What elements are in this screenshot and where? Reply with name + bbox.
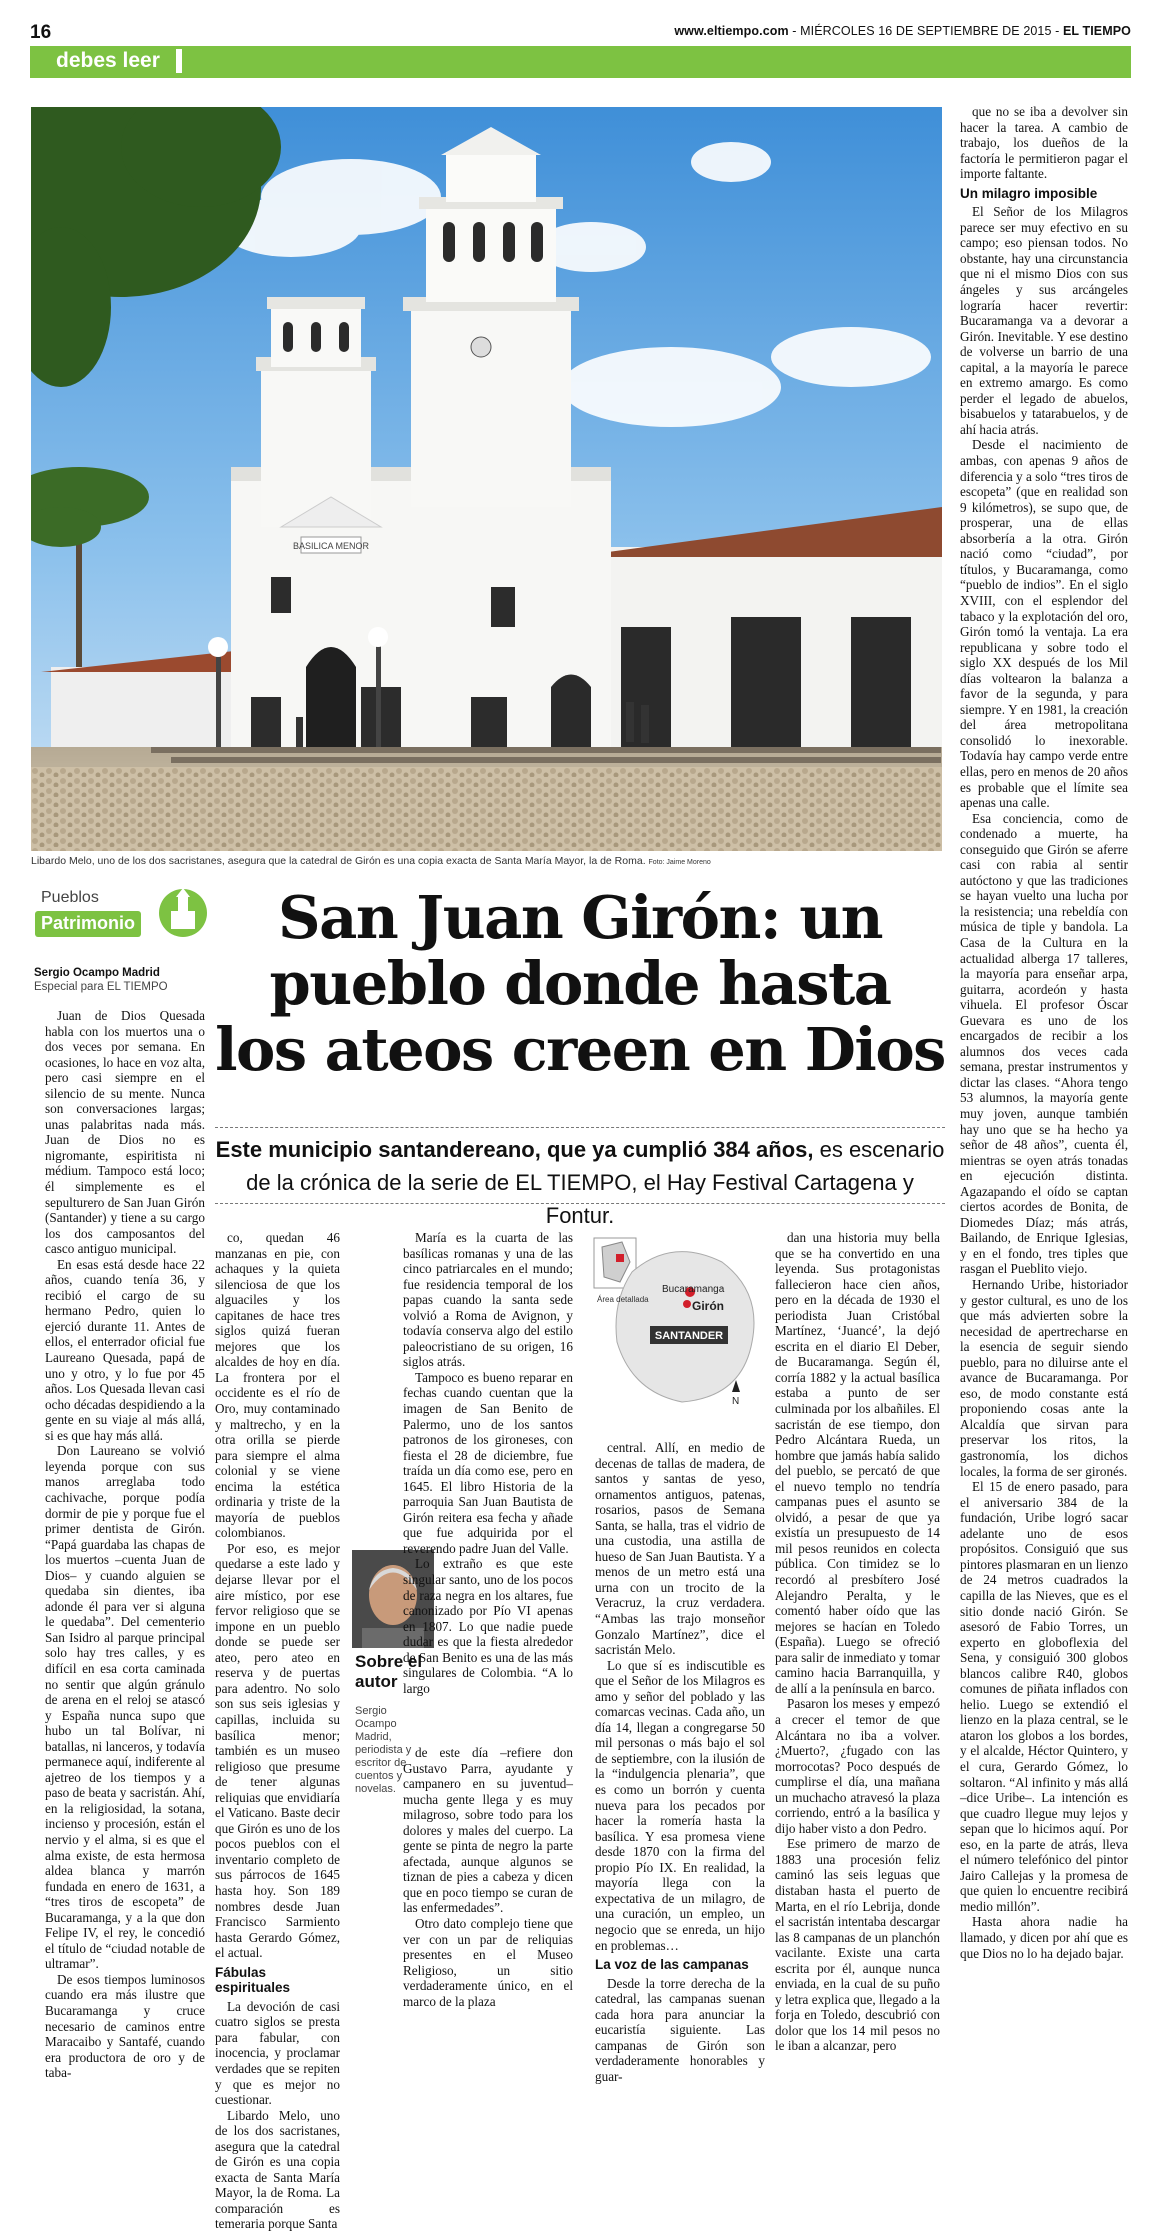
masthead: www.eltiempo.com - MIÉRCOLES 16 DE SEPTIEMBRE DE 2015 - EL TIEMPO	[674, 24, 1131, 38]
issue-date: MIÉRCOLES 16 DE SEPTIEMBRE DE 2015	[800, 24, 1052, 38]
paragraph: dan una historia muy bella que se ha convertido en una leyenda. Sus protagonistas fallecieron hace cien años, pero en la década de 1930 el periodista Juan Cristóbal Martínez, ‘Juancé’, la dejó escrita en el diario El Deber, de Bucaramanga. Según él, corría 1882 y la actual basílica estaba a punto de ser culminada por los albañiles. El sacristán de ese tiempo, don Pedro Alcántara Rueda, un hombre que jamás había salido del pueblo, se percató de que el nuevo templo no tendría campanas pues el asunto se olvidó, a pesar de que ya existía un presupuesto de 14 mil pesos reunidos en colecta pública. Con timidez se lo recordó al presbítero José Alejandro Peralta, y le comentó haber oído que las mejores se hacían en Toledo (España). Luego se ofreció para salir de inmediato y tomar camino hacia Barranquilla, y de allí a la península en barco.	[775, 1230, 940, 1696]
series-logo-line2: Patrimonio	[35, 911, 141, 937]
article-column-2	[215, 1230, 340, 2232]
subhead-divider-top	[215, 1127, 945, 1128]
paragraph: Hernando Uribe, historiador y gestor cultural, es uno de los que más advierten sobre la necesidad de apertrecharse en la esencia de seguir siendo pueblo, para no diluirse ante el avance de Bucaramanga. Por eso, de modo constante está proponiendo cosas ante la Alcaldía que sirvan para preservar los ritos, la gastronomía, los dichos locales, la forma de ser gironés.	[960, 1277, 1128, 1479]
subheadline	[215, 1133, 945, 1232]
map-graphic	[592, 1232, 767, 1422]
newspaper-name: EL TIEMPO	[1062, 24, 1131, 38]
page-header	[30, 22, 1131, 44]
author-role: Especial para EL TIEMPO	[34, 981, 168, 993]
photo-caption	[31, 855, 951, 867]
byline	[34, 966, 219, 994]
paragraph: De esos tiempos luminosos cuando era más ilustre que Bucaramanga y cruce necesario de caminos entre Maracaibo y Santafé, cuando era productora de oro y de taba-	[45, 1971, 205, 2081]
section-bar	[30, 46, 1131, 78]
paragraph: Otro dato complejo tiene que ver con un par de reliquias presentes en el Museo Religioso, un sitio verdaderamente único, en el marco de la plaza	[403, 1916, 573, 2009]
paragraph: Lo que sí es indiscutible es que el Señor de los Milagros es amo y señor del poblado y las comarcas vecinas. Cada año, un día 14, llegan a congregarse 50 mil personas o más bajo el sol de septiembre, con la ilusión de la “indulgencia plenaria”, que es como un borrón y cuenta nueva para los pecados por hacer la romería hasta la basílica. Y esa promesa viene desde 1870 con la firma del propio Pío IX. En realidad, la mayoría llega con la expectativa de un milagro, de una curación, un empleo, un negocio que se enreda, un hijo en problemas…	[595, 1657, 765, 1953]
author-box-text: Sergio Ocampo Madrid, periodista y escritor de cuentos y novelas.	[355, 1705, 412, 1795]
author-name: Sergio Ocampo Madrid	[34, 967, 160, 979]
site-url[interactable]: www.eltiempo.com	[674, 24, 789, 38]
headline-line-1: San Juan Girón: un	[278, 883, 882, 952]
paragraph: Desde el nacimiento de ambas, con apenas 9 años de diferencia y a solo “tres tiros de escopeta” (que en realidad son 9 kilómetros), se supo que, de prosperar, una de ellas absorbería a la otra. Girón nació como “ciudad”, por títulos, y Bucaramanga, como “pueblo de indios”. En el siglo XVIII, con el esplendor del tabaco y la explotación del oro, Girón tomó la ventaja. La era republicana y sobre todo el siglo XX después de los Mil días voltearon la balanza a favor de la segunda, y para siempre. Y en 1981, la creación del área metropolitana consolidó lo inexorable. Todavía hay campo verde entre ellas, pero en menos de 20 años es probable que el límite sea apenas una calle.	[960, 437, 1128, 811]
headline-line-2: pueblo donde hasta	[269, 949, 891, 1018]
subheading: La voz de las campanas	[595, 1957, 749, 1973]
paragraph: Hasta ahora nadie ha llamado, y dicen por ahí que es que Dios no lo ha dejado bajar.	[960, 1914, 1128, 1961]
author-box-title: Sobre el autor	[355, 1652, 423, 1691]
map-city-giron: Girón	[692, 1299, 724, 1313]
paragraph: Pasaron los meses y empezó a crecer el temor de que Alcántara no iba a volver. ¿Muerto?, ¿fugado con las morrocotas? Poco después de cumplirse el día, una mañana un muchacho atravesó la plaza corriendo, entró a la basílica y dijo haber visto a don Pedro.	[775, 1696, 940, 1836]
map-north: N	[732, 1396, 740, 1407]
section-label: debes leer	[40, 49, 182, 73]
series-logo	[31, 889, 206, 951]
paragraph: de este día –refiere don Gustavo Parra, ayudante y campanero en su juventud– mucha gente llega y es muy milagroso, sobre todo para los dolores y males del cuerpo. La gente se pinta de negro la parte afectada, aunque algunos se tiznan de pies a cabeza y dicen que en poco tiempo se curan de las enfermedades”.	[403, 1745, 573, 1916]
article-column-5	[775, 1230, 940, 2054]
subhead-divider-bottom	[215, 1203, 945, 1204]
caption-text: Libardo Melo, uno de los dos sacristanes, asegura que la catedral de Girón es una copia exacta de Santa María Mayor, la de Roma.	[31, 855, 646, 867]
subheading: Un milagro imposible	[960, 185, 1098, 201]
article-column-6	[960, 104, 1128, 1961]
article-column-4	[595, 1440, 765, 2084]
paragraph: Don Laureano se volvió leyenda porque con sus manos arreglaba todo cachivache, porque podía dormir de pie y porque fue el primer dentista de Girón. “Papá guardaba las chapas de los muertos –cuenta Juan de Dios– y cuando alguien se quedaba sin dientes, iba adonde él para ver si alguna le quedaba”. Del cementerio San Isidro al parque principal solo hay tres calles, y es difícil en esa corta caminada no sentir que algún gránulo de arena en el reloj se atascó y España nunca supo que hubo un tal Bolívar, ni batallas, ni lanceros, y todavía permanece aquí, indiferente al ajetreo de los tiempos y a paso de beata y sacristán. Ahí, en la religiosidad, la sotana, incienso y procesión, están el nervio y el alma, si es que el alma existe, de esta hermosa aldea blanca y marrón fundada en enero de 1631, a “tres tiros de escopeta” de Bucaramanga, y a la que don Felipe IV, el rey, le concedió el título de “ciudad notable de ultramar”.	[45, 1443, 205, 1972]
church-icon	[159, 885, 207, 941]
subheading: Fábulas espirituales	[215, 1964, 291, 1996]
location-map	[592, 1232, 767, 1422]
paragraph: central. Allí, en medio de decenas de tallas de madera, de santos y santas de yeso, ornamentos antiguos, patenas, rosarios, pasos de Semana Santa, se halla, tras el vidrio de una custodia, una astilla de hueso de San Juan Bautista. Y a menos de un metro está una urna con un trocito de la Veracruz, la cruz verdadera. “Ambas las trajo monseñor Gonzalo Martínez”, dice el sacristán Melo.	[595, 1440, 765, 1658]
article-column-1	[45, 1008, 205, 2081]
page-number: 16	[30, 22, 52, 43]
paragraph: Esa conciencia, como de condenado a muerte, ha conseguido que Girón se aferre casi con rabia al sentir autóctono y que las tradiciones se hayan vuelto una lucha por la resistencia; una rebeldía con música de tiple y bandola. La Casa de la Cultura en la actualidad alberga 17 talleres, la mayoría para enseñar arpa, guitarra, acordeón y hasta vihuela. El profesor Óscar Guevara es uno de los encargados de recibir a los alumnos dos veces cada semana, prestar instrumentos y dictar las clases. “Ahora tengo 53 alumnos, la mayoría gente muy joven, aunque también hay uno que se ha hecho ya señor de 48 años”, cuenta él, mientras se oyen atrás tonadas en ejecución distinta. Agazapando el oído se captan ciertos acordes de Bonita, de Diomedes Díaz; más atrás, Bailando, de Enrique Iglesias, y en el fondo, tres tiples que rasgan el Pueblito viejo.	[960, 810, 1128, 1277]
north-arrow-icon	[732, 1380, 740, 1392]
paragraph: Tampoco es bueno reparar en fechas cuando cuentan que la imagen de San Benito de Palermo, uno de los santos patronos de los gironeses, con fiesta el 28 de diciembre, fue traída un día como ese, pero en 1645. El libro Historia de la parroquia San Juan Bautista de Girón reitera esa fecha y añade que fue adquirida por el reverendo padre Juan del Valle.	[403, 1369, 573, 1556]
map-area-label: Área detallada	[597, 1295, 649, 1304]
cathedral-illustration	[31, 107, 942, 851]
paragraph: Lo extraño es que este singular santo, uno de los pocos de raza negra en los altares, fue canonizado por Pío VI apenas en 1807. Lo que nadie puede dudar es que la fiesta alrededor de San Benito es una de las más singulares de Colombia. “A lo largo	[403, 1556, 573, 1696]
article-column-3b	[403, 1745, 573, 2009]
paragraph: Ese primero de marzo de 1883 una procesión feliz caminó las seis leguas que distaban hasta el puerto de Marta, en el río Lebrija, donde el sacristán intentaba descargar las 8 campanas de un planchón vacilante. Existe una carta escrita por él, aunque nunca enviada, en la cual de su puño y letra explica que, llegado a la forja en Toledo, descubrió con dolor que los 14 mil pesos no le iban a alcanzar, pero	[775, 1836, 940, 2054]
subhead-rest: es escenario	[813, 1137, 945, 1162]
paragraph: Libardo Melo, uno de los dos sacristanes, asegura que la catedral de Girón es una copia exacta de Santa María Mayor, la de Roma. La comparación es temeraria porque Santa	[215, 2107, 340, 2232]
cathedral-sign: BASILICA MENOR	[292, 541, 370, 551]
series-logo-line1: Pueblos	[41, 889, 99, 906]
paragraph: La devoción de casi cuatro siglos se presta para fabular, con inocencia, y proclamar verdades que se repiten y que es mejor no cuestionar.	[215, 1998, 340, 2108]
paragraph: El Señor de los Milagros parece ser muy efectivo en su campo; eso piensan todos. No obstante, hay una circunstancia que ni el mismo Dios con sus ángeles y sus arcángeles lograría hacer revertir: Bucaramanga va a devorar a Girón. Inevitable. Y ese destino de volverse un barrio de una capital, a la mayoría le parece en extremo amargo. Es como perder el legado de abuelos, bisabuelos y tatarabuelos, y de ahí hacia atrás.	[960, 204, 1128, 437]
paragraph: María es la cuarta de las basílicas romanas y una de las cinco patriarcales en el mundo; fue residencia temporal de los papas cuando la santa sede volvió a Roma de Avignon, y todavía conserva algo del estilo paleocristiano de su origen, 16 siglos atrás.	[403, 1230, 573, 1370]
paragraph: En esas está desde hace 22 años, cuando tenía 36, y recibió el cargo de su hermano Pedro, quien lo ejerció durante 11. Antes de ellos, el enterrador oficial fue Laureano Quesada, papá de uno y otro, y lo fue por 45 años. Los Quesada llevan casi ocho décadas despidiendo a la gente en su viaje al más allá, si es que hay más allá.	[45, 1256, 205, 1443]
paragraph: co, quedan 46 manzanas en pie, con achaques y la quieta silenciosa de que los alguaciles y los capitanes de hace tres siglos quizá fueran mejores que los alcaldes de hoy en día. La frontera por el occidente es el río de Oro, muy contaminado y maltrecho, y en la otra orilla se pierde para siempre el alma colonial y se viene encima la estética ordinaria y triste de la mayoría de pueblos colombianos.	[215, 1230, 340, 1541]
paragraph: El 15 de enero pasado, para el aniversario 384 de la fundación, Uribe logró sacar adelante uno de esos propósitos. Consiguió que sus pintores plasmaran en un lienzo de 24 metros cuadrados la capilla de las Nieves, que es el sitio donde nació Girón. Se asesoró de Fabio Torres, un experto en globoflexia del Sena, y consiguió 300 globos blancos calibre R40, globos comunes de piñata inflados con helio. Luego se extendió el lienzo en la plaza central, se le ataron los globos a los bordes, y el alcalde, Héctor Quintero, y el cura, Gerardo Gómez, lo soltaron. “Al infinito y más allá –dice Uribe–. La intención es que cuadro llegue muy lejos y sepan que lo hicimos aquí. Por eso, en la parte de atrás, lleva el número telefónico del pintor Jairo Callejas y la promesa de que quien lo encuentre recibirá medio millón”.	[960, 1479, 1128, 1914]
headline	[215, 885, 945, 1083]
paragraph: que no se iba a devolver sin hacer la tarea. A cambio de trabajo, los dueños de la factoría le permitieron pagar el importe faltante.	[960, 104, 1128, 182]
subhead-line-2: de la crónica de la serie de EL TIEMPO, el Hay Festival Cartagena y Fontur.	[246, 1170, 914, 1228]
subhead-bold: Este municipio santandereano, que ya cumplió 384 años,	[215, 1137, 814, 1162]
article-column-3	[403, 1230, 573, 1696]
map-city-bucaramanga: Bucaramanga	[662, 1284, 725, 1295]
map-department: SANTANDER	[654, 1330, 724, 1342]
cathedral-photo	[31, 107, 942, 851]
paragraph: Juan de Dios Quesada habla con los muertos una o dos veces por semana. En ocasiones, lo hace en voz alta, pero casi siempre en el silencio de su mente. Nunca son conversaciones largas; unas palabritas nada más. Juan de Dios no es nigromante, espiritista ni médium. Tampoco está loco; él simplemente es el sepulturero de San Juan Girón (Santander) y tiene a su cargo los dos camposantos del casco antiguo municipal.	[45, 1008, 205, 1257]
paragraph: Por eso, es mejor quedarse a este lado y dejarse llevar por el aire místico, por ese fervor religioso que se impone en un pueblo donde se puede ser ateo, pero ateo en reserva y de puertas para adentro. No solo son sus seis iglesias y capillas, incluida su basílica menor; también es un museo religioso que presume de tener algunas reliquias que envidiaría el Vaticano. Baste decir que Girón es uno de los pocos pueblos con el inventario completo de sus párrocos de 1645 hasta hoy. Son 189 nombres desde Juan Francisco Sarmiento hasta Gerardo Gómez, el actual.	[215, 1540, 340, 1961]
paragraph: Desde la torre derecha de la catedral, las campanas suenan cada hora para anunciar la eucaristía siguiente. Las campanas de Girón son verdaderamente honorables y guar-	[595, 1975, 765, 2084]
photo-credit: Foto: Jaime Moreno	[648, 859, 711, 866]
headline-line-3: los ateos creen en Dios	[215, 1015, 945, 1084]
